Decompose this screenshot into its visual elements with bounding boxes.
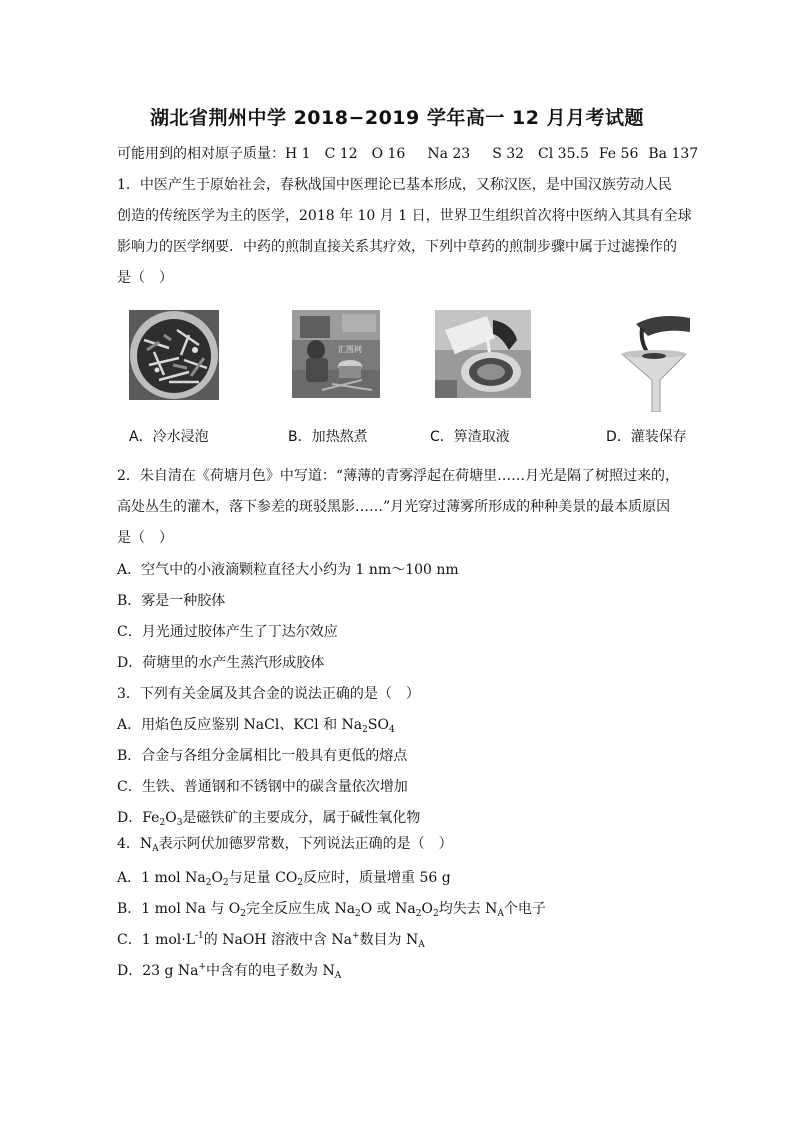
q1-line-3: 影响力的医学纲要．中药的煎制直接关系其疗效，下列中草药的煎制步骤中属于过滤操作的 bbox=[117, 239, 677, 255]
atomic-mass-h: H 1 bbox=[285, 146, 311, 162]
q1-line-2: 创造的传统医学为主的医学，2018 年 10 月 1 日，世界卫生组织首次将中医纳入其具有全球 bbox=[117, 208, 692, 224]
atomic-masses-label: 可能用到的相对原子质量： bbox=[117, 146, 285, 162]
photo-straining-liquid bbox=[435, 310, 531, 398]
q2-option-d: D．荷塘里的水产生蒸汽形成胶体 bbox=[117, 655, 325, 671]
page-title: 湖北省荆州中学 2018−2019 学年高一 12 月月考试题 bbox=[149, 107, 645, 129]
atomic-mass-fe: Fe 56 bbox=[598, 146, 639, 162]
atomic-mass-s: S 32 bbox=[492, 146, 525, 162]
photo-watermark: 汇图网 bbox=[338, 345, 362, 354]
atomic-mass-c: C 12 bbox=[324, 146, 358, 162]
q2-line-1: 2．朱自清在《荷塘月色》中写道：“薄薄的青雾浮起在荷塘里……月光是隔了树照过来的， bbox=[117, 468, 680, 484]
q3-option-a: A．用焰色反应鉴别 NaCl、KCl 和 $Na_2SO_4$ bbox=[117, 717, 395, 735]
q2-option-b: B．雾是一种胶体 bbox=[117, 593, 226, 609]
q1-option-a: A．冷水浸泡 bbox=[129, 429, 209, 445]
atomic-masses-line bbox=[117, 145, 698, 163]
atomic-mass-ba: Ba 137 bbox=[648, 146, 699, 162]
q1-option-c: C．箅渣取液 bbox=[430, 429, 510, 445]
q3-option-c: C．生铁、普通钢和不锈钢中的碳含量依次增加 bbox=[117, 779, 408, 795]
atomic-mass-o: O 16 bbox=[371, 146, 406, 162]
atomic-mass-cl: Cl 35.5 bbox=[538, 146, 589, 162]
q3-option-d: D．$Fe_2O_3$是磁铁矿的主要成分，属于碱性氧化物 bbox=[117, 810, 421, 828]
photo-heating-decoction bbox=[292, 310, 380, 398]
atomic-mass-na: Na 23 bbox=[427, 146, 471, 162]
photo-pouring-funnel bbox=[618, 314, 692, 412]
q4-option-a: A．1 mol $Na_2O_2$与足量 $CO_2$反应时，质量增重 56 g bbox=[117, 870, 451, 888]
q4-option-b: B．1 mol Na 与 $O_2$完全反应生成 $Na_2O$ 或 $Na_2O_2$均失去 $N_A$个电子 bbox=[117, 901, 546, 919]
q1-option-d: D．灌装保存 bbox=[606, 429, 687, 445]
q3-stem: 3．下列有关金属及其合金的说法正确的是（ ） bbox=[117, 686, 420, 702]
q2-option-a: A．空气中的小液滴颗粒直径大小约为 1 nm～100 nm bbox=[117, 562, 459, 578]
q1-line-4: 是（ ） bbox=[117, 270, 173, 286]
q2-line-2: 高处丛生的灌木，落下参差的斑驳黑影……”月光穿过薄雾所形成的种种美景的最本质原因 bbox=[117, 499, 671, 515]
photo-soaking-herbs bbox=[129, 310, 219, 400]
q1-option-b: B．加热熬煮 bbox=[288, 429, 368, 445]
q4-option-c: C．1 $mol\cdot L^{-1}$的 NaOH 溶液中含 Na+数目为 $N_A$ bbox=[117, 931, 425, 950]
q3-option-b: B．合金与各组分金属相比一般具有更低的熔点 bbox=[117, 748, 408, 764]
q4-option-d: D．23 g Na+中含有的电子数为 $N_A$ bbox=[117, 962, 342, 981]
q1-line-1: 1．中医产生于原始社会，春秋战国中医理论已基本形成，又称汉医，是中国汉族劳动人民 bbox=[117, 177, 672, 193]
q2-line-3: 是（ ） bbox=[117, 530, 173, 546]
q4-stem: 4．$N_A$表示阿伏加德罗常数，下列说法正确的是（ ） bbox=[117, 836, 453, 854]
q2-option-c: C．月光通过胶体产生了丁达尔效应 bbox=[117, 624, 338, 640]
